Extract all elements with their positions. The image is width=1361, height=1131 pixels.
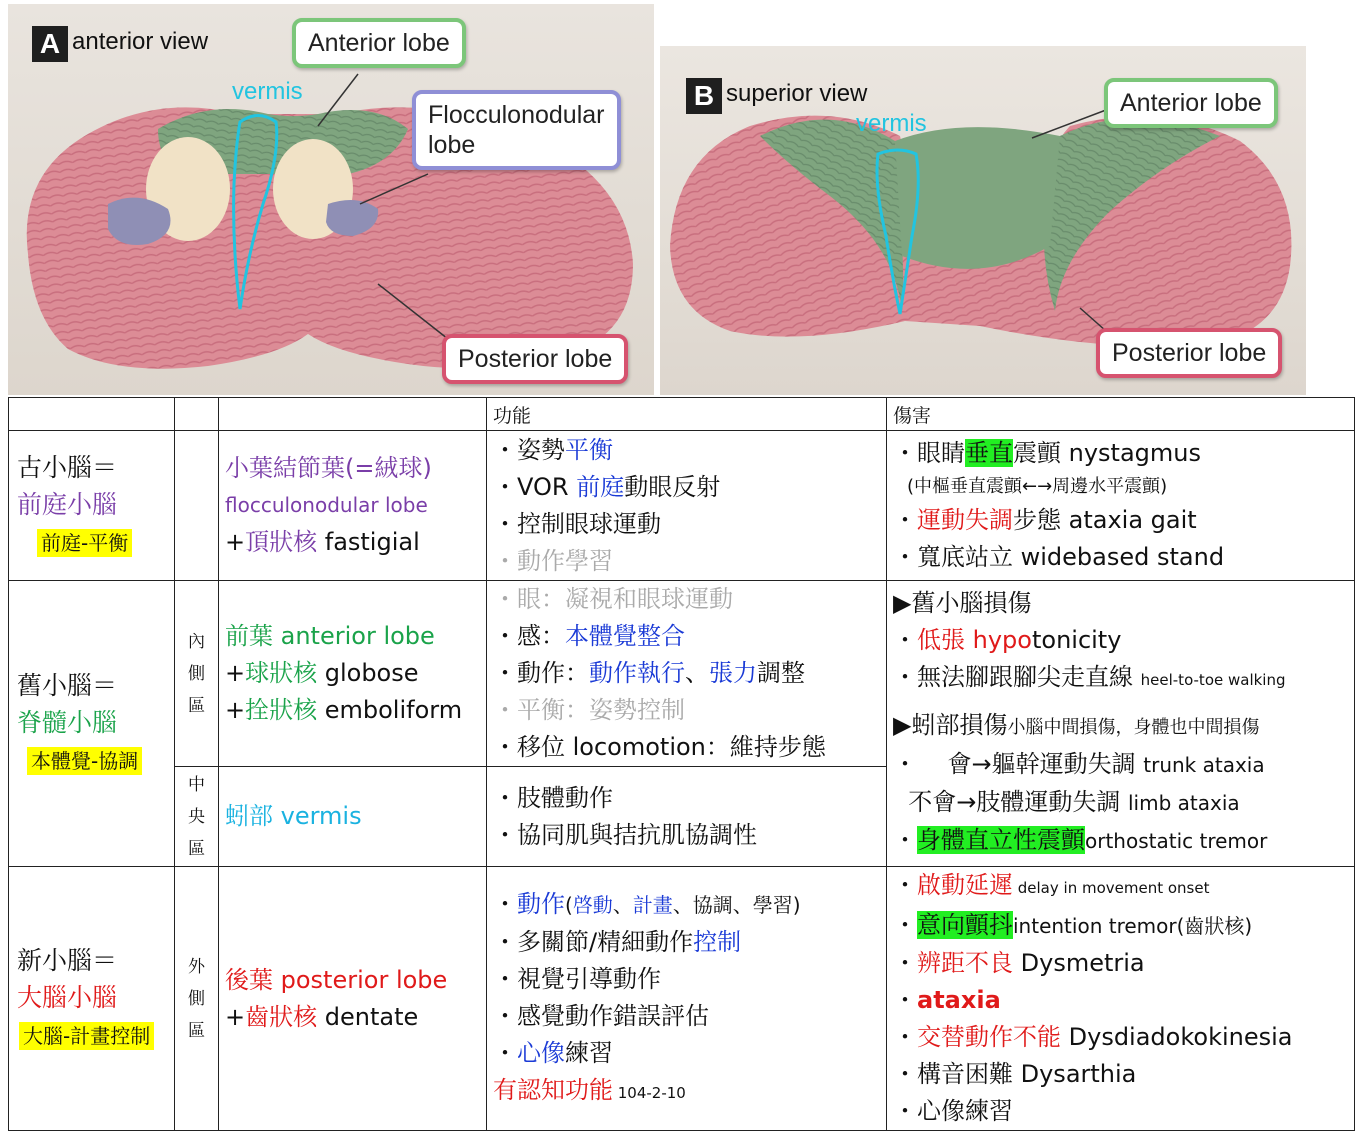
archi-func-2c: 動眼反射 — [624, 472, 721, 501]
zone-medial-3: 區 — [188, 695, 205, 716]
neo-damage-cell — [887, 867, 1355, 1131]
paleo-central-func-2: ・協同肌與拮抗肌協調性 — [493, 820, 757, 849]
neo-dmg-2b: 意向顫抖 — [917, 911, 1013, 939]
paleo-dmg-3b: trunk ataxia — [1143, 753, 1265, 777]
paleo-dmg-5a: ・ — [893, 826, 917, 854]
callout-posterior-lobe-b: Posterior lobe — [1096, 328, 1282, 378]
figure-anterior-view — [8, 4, 654, 395]
paleo-dmg-2a: ・無法腳跟腳尖走直線 — [893, 663, 1141, 691]
view-title-anterior: anterior view — [72, 28, 209, 55]
paleo-name-2: 脊髓小腦 — [17, 708, 118, 737]
neo-tag: 大腦-計畫控制 — [19, 1022, 154, 1050]
neo-dmg-1a: ・ — [893, 871, 917, 899]
neo-lobe-en: posterior lobe — [273, 965, 448, 994]
paleo-func-4: ・平衡：姿勢控制 — [493, 696, 685, 724]
paleo-dmg-3a: ・ 會→軀幹運動失調 — [893, 750, 1144, 778]
neo-function-cell — [487, 867, 887, 1131]
archi-dmg-1b: 垂直 — [965, 439, 1013, 467]
zone-lateral-2: 側 — [188, 988, 205, 1009]
paleo-dmg-5c: orthostatic tremor — [1085, 829, 1268, 853]
neo-dmg-4a: ・ — [893, 986, 917, 1014]
neo-dmg-3b: 辨距不良 — [917, 949, 1013, 977]
header-function: 功能 — [487, 398, 887, 431]
neo-name-1: 新小腦＝ — [17, 946, 118, 975]
neo-func-6a: 有認知功能 — [493, 1075, 613, 1104]
neo-func-6b: 104-2-10 — [613, 1083, 686, 1102]
archi-func-1a: ・姿勢 — [493, 435, 565, 464]
paleo-central-anatomy-cell — [219, 767, 487, 867]
neo-dmg-5b: 交替動作不能 — [917, 1023, 1061, 1051]
neo-lobe-zh: 後葉 — [225, 965, 273, 994]
paleo-n1-zh: 球狀核 — [245, 659, 318, 687]
archi-dmg-3c: 步態 ataxia gait — [1013, 506, 1197, 534]
archi-lobe-zh: 小葉結節葉(=絨球) — [225, 454, 432, 482]
table-header-row — [9, 398, 1355, 431]
neo-dmg-5c: Dysdiadokokinesia — [1061, 1023, 1293, 1051]
paleo-central-func-1: ・肢體動作 — [493, 783, 613, 812]
paleo-func-3d: 張力 — [709, 659, 757, 687]
paleo-name-1: 舊小腦＝ — [17, 671, 118, 700]
paleo-dmg-4b: limb ataxia — [1128, 791, 1240, 815]
neo-func-5b: 心像 — [517, 1038, 565, 1067]
paleo-func-3a: ・動作： — [493, 659, 589, 687]
figure-superior-view — [660, 46, 1306, 395]
archi-func-2b: 前庭 — [576, 472, 625, 501]
paleo-damage-cell — [887, 581, 1355, 867]
archi-dmg-3a: ・ — [893, 506, 917, 534]
paleo-dmg-1a: ・ — [893, 626, 917, 654]
neo-func-5a: ・ — [493, 1038, 517, 1067]
view-title-superior: superior view — [726, 80, 868, 107]
archi-dmg-1a: ・眼睛 — [893, 439, 965, 467]
archi-nucleus-plus: + — [225, 528, 246, 556]
neo-name-cell — [9, 867, 175, 1131]
neo-nucleus-en: dentate — [317, 1002, 419, 1031]
paleo-dmg-1c: tonicity — [1031, 626, 1122, 654]
neo-dmg-2c: intention tremor(齒狀核) — [1013, 914, 1253, 938]
zone-lateral — [175, 867, 219, 1131]
archi-tag: 前庭-平衡 — [37, 529, 132, 557]
neo-dmg-4b: ataxia — [917, 986, 1001, 1014]
vermis-label-b: vermis — [856, 110, 927, 137]
paleo-dmg-5b: 身體直立性震顫 — [917, 826, 1085, 854]
cerebellum-table — [8, 397, 1355, 1131]
archi-dmg-1c: 震顫 nystagmus — [1013, 439, 1201, 467]
neo-dmg-3a: ・ — [893, 949, 917, 977]
neo-func-1c: ( — [565, 892, 573, 917]
header-empty-2 — [175, 398, 219, 431]
archi-function-cell — [487, 431, 887, 581]
neo-func-1g: 、協調、學習) — [672, 892, 801, 917]
neo-dmg-6: ・構音困難 Dysarthia — [893, 1060, 1137, 1088]
neo-func-5c: 練習 — [565, 1038, 613, 1067]
paleo-n2-plus: + — [225, 696, 246, 724]
header-empty-1 — [9, 398, 175, 431]
header-damage: 傷害 — [887, 398, 1355, 431]
neo-func-1f: 計畫 — [632, 892, 673, 917]
archi-func-3: ・控制眼球運動 — [493, 509, 661, 538]
callout-anterior-lobe-a: Anterior lobe — [292, 18, 466, 68]
archi-func-4: ・動作學習 — [493, 546, 613, 575]
archi-zone-cell — [175, 431, 219, 581]
neo-dmg-2a: ・ — [893, 911, 917, 939]
neo-func-1d: 啓動 — [572, 892, 613, 917]
archi-nucleus-en: fastigial — [317, 528, 420, 556]
neo-dmg-1c: delay in movement onset — [1013, 879, 1210, 897]
paleo-func-3c: 、 — [685, 659, 709, 687]
paleo-dmg-2b: heel-to-toe walking — [1140, 671, 1286, 689]
archi-lobe-en: flocculonodular lobe — [225, 493, 428, 517]
callout-flocculonodular-lobe — [412, 90, 621, 170]
zone-lateral-1: 外 — [188, 956, 205, 977]
paleo-n2-zh: 拴狀核 — [245, 696, 318, 724]
archi-name-1: 古小腦＝ — [17, 453, 118, 482]
archi-dmg-3b: 運動失調 — [917, 506, 1013, 534]
callout-posterior-lobe-a: Posterior lobe — [442, 334, 628, 384]
archi-name-2: 前庭小腦 — [17, 490, 118, 519]
paleo-dmg-1b: 低張 hypo — [917, 626, 1032, 654]
zone-central-3: 區 — [188, 838, 205, 859]
paleo-tag: 本體覺-協調 — [27, 747, 142, 775]
table-row-paleocerebellum-medial — [9, 581, 1355, 767]
archi-dmg-4: ・寬底站立 widebased stand — [893, 543, 1225, 571]
paleo-func-2b: 本體覺整合 — [565, 622, 685, 650]
neo-anatomy-cell — [219, 867, 487, 1131]
panel-letter-b: B — [686, 78, 722, 114]
callout-flocculonodular-line1: Flocculonodular — [428, 101, 605, 129]
paleo-dmg-heading-2: ▶蚓部損傷 — [893, 711, 1008, 739]
panel-letter-a: A — [32, 26, 68, 62]
paleo-dmg-heading-1: ▶舊小腦損傷 — [893, 589, 1032, 617]
neo-func-4: ・感覺動作錯誤評估 — [493, 1001, 709, 1030]
paleo-lobe-zh: 前葉 — [225, 622, 273, 650]
neo-name-2: 大腦小腦 — [17, 983, 118, 1012]
paleo-dmg-4a: 不會→肢體運動失調 — [893, 788, 1128, 816]
paleo-n1-plus: + — [225, 659, 246, 687]
neo-func-1a: ・ — [493, 889, 517, 918]
table-row-archicerebellum — [9, 431, 1355, 581]
zone-medial — [175, 581, 219, 767]
archi-damage-cell — [887, 431, 1355, 581]
zone-lateral-3: 區 — [188, 1020, 205, 1041]
zone-medial-2: 側 — [188, 663, 205, 684]
paleo-func-3e: 調整 — [757, 659, 805, 687]
paleo-func-2a: ・感： — [493, 622, 565, 650]
archi-func-2a: ・VOR — [493, 472, 577, 501]
archi-anatomy-cell — [219, 431, 487, 581]
paleo-medial-function-cell — [487, 581, 887, 767]
table-row-neocerebellum — [9, 867, 1355, 1131]
neo-dmg-7: ・心像練習 — [893, 1097, 1013, 1125]
archi-nucleus-zh: 頂狀核 — [245, 528, 318, 556]
callout-flocculonodular-line2: lobe — [428, 131, 476, 159]
paleo-medial-anatomy-cell — [219, 581, 487, 767]
paleo-central-en: vermis — [273, 802, 362, 830]
neo-nucleus-zh: 齒狀核 — [245, 1002, 318, 1031]
paleo-func-3b: 動作執行 — [589, 659, 685, 687]
zone-central-1: 中 — [188, 774, 205, 795]
zone-central-2: 央 — [188, 806, 205, 827]
neo-func-3: ・視覺引導動作 — [493, 964, 661, 993]
neo-dmg-1b: 啟動延遲 — [917, 871, 1013, 899]
paleo-name-cell — [9, 581, 175, 867]
vermis-label-a: vermis — [232, 78, 303, 105]
paleo-central-zh: 蚓部 — [225, 802, 273, 830]
callout-anterior-lobe-b: Anterior lobe — [1104, 78, 1278, 128]
archi-name-cell — [9, 431, 175, 581]
paleo-func-5: ・移位 locomotion：維持步態 — [493, 733, 826, 761]
neo-dmg-5a: ・ — [893, 1023, 917, 1051]
neo-func-1b: 動作 — [517, 889, 565, 918]
neo-func-1e: 、 — [612, 892, 633, 917]
archi-dmg-2: (中樞垂直震顫←→周邊水平震顫) — [907, 476, 1168, 497]
paleo-lobe-en: anterior lobe — [273, 622, 435, 650]
neo-dmg-3c: Dysmetria — [1013, 949, 1145, 977]
paleo-n1-en: globose — [317, 659, 419, 687]
header-empty-3 — [219, 398, 487, 431]
zone-medial-1: 內 — [188, 631, 205, 652]
paleo-dmg-heading-2-note: 小腦中間損傷，身體也中間損傷 — [1007, 717, 1260, 738]
paleo-func-1: ・眼：凝視和眼球運動 — [493, 585, 733, 613]
archi-func-1b: 平衡 — [565, 435, 613, 464]
paleo-central-function-cell — [487, 767, 887, 867]
neo-func-2a: ・多關節/精細動作 — [493, 927, 694, 956]
neo-func-2b: 控制 — [693, 927, 742, 956]
zone-central — [175, 767, 219, 867]
paleo-n2-en: emboliform — [317, 696, 463, 724]
neo-nucleus-plus: + — [225, 1002, 246, 1031]
